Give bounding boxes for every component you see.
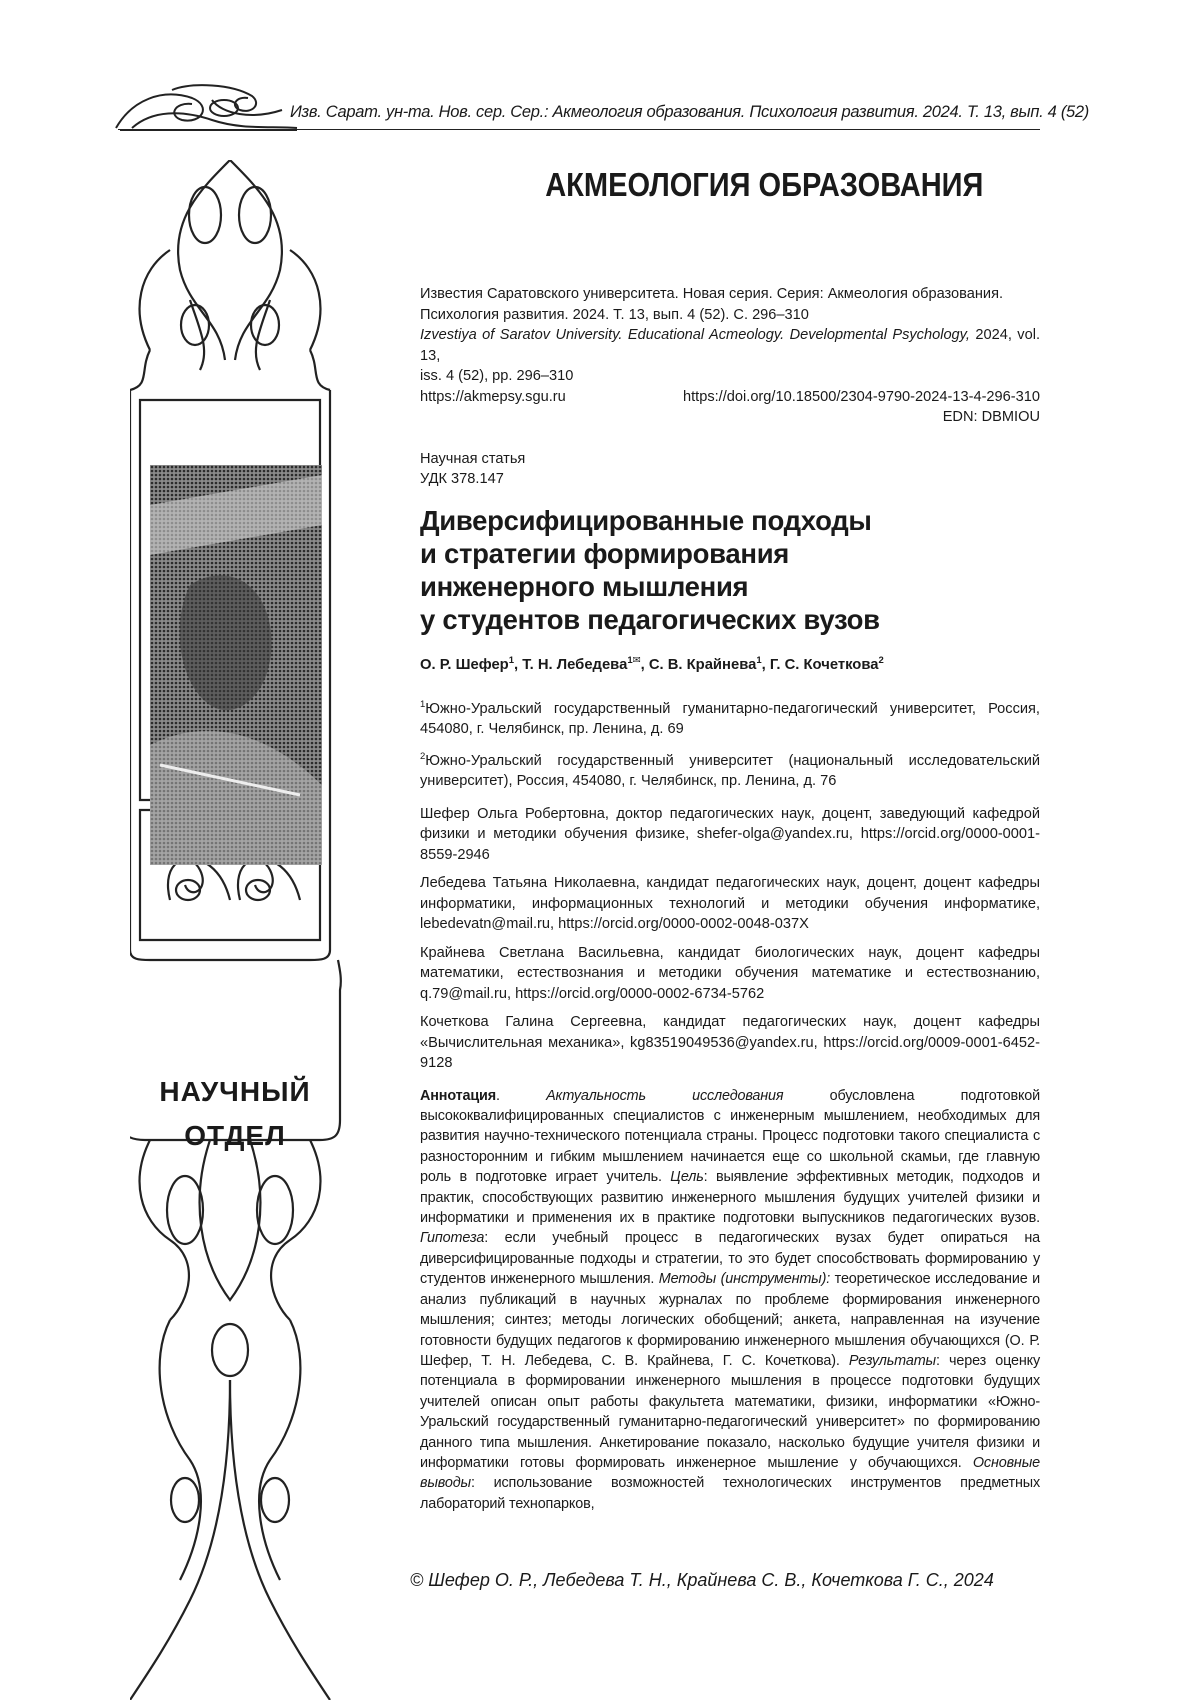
article-title-line: у студентов педагогических вузов: [420, 603, 880, 635]
envelope-icon: ✉: [632, 654, 641, 666]
author-detail: Кочеткова Галина Сергеевна, кандидат педагогических наук, доцент кафедры «Вычислительная механика», kg83519049536@yandex.ru, https://orcid.org/0009-0001-6452-9128: [420, 1014, 1040, 1072]
department-line-1: НАУЧНЫЙ: [159, 1076, 311, 1107]
citation-en-line-1: [420, 325, 1040, 366]
citation-en-line-2: iss. 4 (52), pp. 296–310: [420, 368, 574, 384]
udc: УДК 378.147: [420, 471, 504, 487]
author-2: Т. Н. Лебедева: [522, 656, 628, 673]
copyright: © Шефер О. Р., Лебедева Т. Н., Крайнева С. В., Кочеткова Г. С., 2024: [410, 1570, 994, 1590]
affiliation-mark: 2: [878, 654, 884, 666]
abstract-goal-label: Цель: [670, 1169, 704, 1186]
affiliation-mark: 1: [756, 654, 762, 666]
citation-en-journal: Izvestiya of Saratov University. Educational Acmeology. Developmental Psychology,: [420, 327, 970, 343]
author-3: С. В. Крайнева: [648, 656, 757, 673]
side-ornament: [130, 160, 380, 1700]
affiliation-2: $^2$Южно-Уральский государственный университет (национальный исследовательский университет), Россия, 454080, г. Челябинск, пр. Ленина, д. 76: [420, 750, 1040, 790]
author-detail: Шефер Ольга Робертовна, доктор педагогических наук, доцент, заведующий кафедрой физики и методики обучения физике, shefer-olga@yandex.ru, https://orcid.org/0000-0001-8559-2946: [420, 805, 1040, 863]
citation-ru-line-2: Психология развития. 2024. Т. 13, вып. 4 (52). С. 296–310: [420, 306, 809, 323]
header-rule: [118, 129, 1040, 130]
affiliation-mark: 1: [627, 654, 633, 666]
citation-links: [420, 387, 1040, 408]
abstract-label: Аннотация: [420, 1087, 496, 1104]
abstract-relevance-label: Актуальность исследования: [546, 1087, 784, 1104]
article-title-line: Диверсифицированные подходы: [420, 504, 872, 536]
department-label: [122, 1070, 348, 1158]
abstract-methods-label: Методы (инструменты):: [658, 1271, 831, 1288]
edn: EDN: DBMIOU: [942, 409, 1040, 425]
author-4: Г. С. Кочеткова: [769, 656, 879, 673]
author-detail: Крайнева Светлана Васильевна, кандидат биологических наук, доцент кафедры математики, естествознания и методики обучения математике и естествознанию, q.79@mail.ru, https://orcid.org/0000-0002-6734-5762: [420, 944, 1040, 1002]
halftone-photo: [150, 465, 322, 865]
author-details: [420, 804, 1040, 1074]
abstract-conclusions-label: Основные выводы: [420, 1454, 1040, 1492]
doi-link[interactable]: https://doi.org/10.18500/2304-9790-2024-13-4-296-310: [682, 388, 1040, 405]
article-title-line: инженерного мышления: [420, 570, 749, 602]
journal-site-link[interactable]: https://akmepsy.sgu.ru: [420, 388, 566, 405]
running-header: Изв. Сарат. ун-та. Нов. сер. Сер.: Акмеология образования. Психология развития. 2024. Т. 13, вып. 4 (52): [290, 103, 1089, 121]
citation-ru-line-1: Известия Саратовского университета. Новая серия. Серия: Акмеология образования.: [420, 286, 1004, 302]
citation-block: [420, 284, 1040, 428]
affiliations: [420, 695, 1040, 792]
authors-line: О. Р. Шефер$^1$, Т. Н. Лебедева$^{1✉}$, С. В. Крайнева$^1$, Г. С. Кочеткова$^2$: [420, 654, 884, 673]
citation-en-volume: 2024, vol. 13,: [420, 327, 1040, 364]
article-title-line: и стратегии формирования: [420, 537, 790, 569]
abstract: Аннотация. Актуальность исследования обусловлена подготовкой высококвалифицированных специалистов с инженерным мышлением, необходимых для развития научно-технического потенциала страны. Процесс подготовки такого специалиста с разносторонним и гибким мышлением начинается еще со школьной скамьи, где главную роль в подготовке играет учитель. Цель: выявление эффективных методик, подходов и практик, способствующих развитию инженерного мышления будущих учителей физики и информатики и применения их в практике подготовки выпускников педагогических вузов. Гипотеза: если учебный процесс в педагогических вузах будет опираться на диверсифицированные подходы и стратегии, то это будет способствовать формированию у студентов инженерного мышления. Методы (инструменты): теоретическое исследование и анализ публикаций в научных журналах по проблеме формирования инженерного мышления; синтез; методы логических обобщений; анкета, направленная на изучение готовности будущих педагогов к формированию инженерного мышления обучающихся (О. Р. Шефер, Т. Н. Лебедева, С. В. Крайнева, Г. С. Кочеткова). Результаты: через оценку потенциала в формировании инженерного мышления в процессе подготовки будущих учителей описан опыт работы факультета математики, физики, информатики «Южно-Уральский государственный гуманитарно-педагогический университет» по формированию данного типа мышления. Анкетирование показало, насколько будущие учителя физики и информатики готовы формировать инженерное мышление у обучающихся. Основные выводы: использование возможностей технологических инструментов предметных лабораторий технопарков,: [420, 1087, 1041, 1512]
section-title: АКМЕОЛОГИЯ ОБРАЗОВАНИЯ: [545, 166, 984, 203]
affiliation-mark: 1: [508, 654, 515, 666]
abstract-hypothesis-label: Гипотеза: [420, 1230, 485, 1247]
affiliation-1: $^1$Южно-Уральский государственный гуманитарно-педагогический университет, Россия, 454080, г. Челябинск, пр. Ленина, д. 69: [420, 698, 1040, 738]
abstract-results-label: Результаты: [848, 1352, 936, 1369]
main-column: [420, 284, 1040, 1514]
author-1: О. Р. Шефер: [420, 656, 509, 673]
article-title: [420, 504, 1040, 636]
author-detail: Лебедева Татьяна Николаевна, кандидат педагогических наук, доцент, доцент кафедры информатики, информационных технологий и методики обучения информатике, lebedevatn@mail.ru, https://orcid.org/0000-0002-0048-037X: [420, 875, 1040, 933]
department-line-2: ОТДЕЛ: [184, 1120, 286, 1151]
article-type: Научная статья: [420, 450, 526, 467]
